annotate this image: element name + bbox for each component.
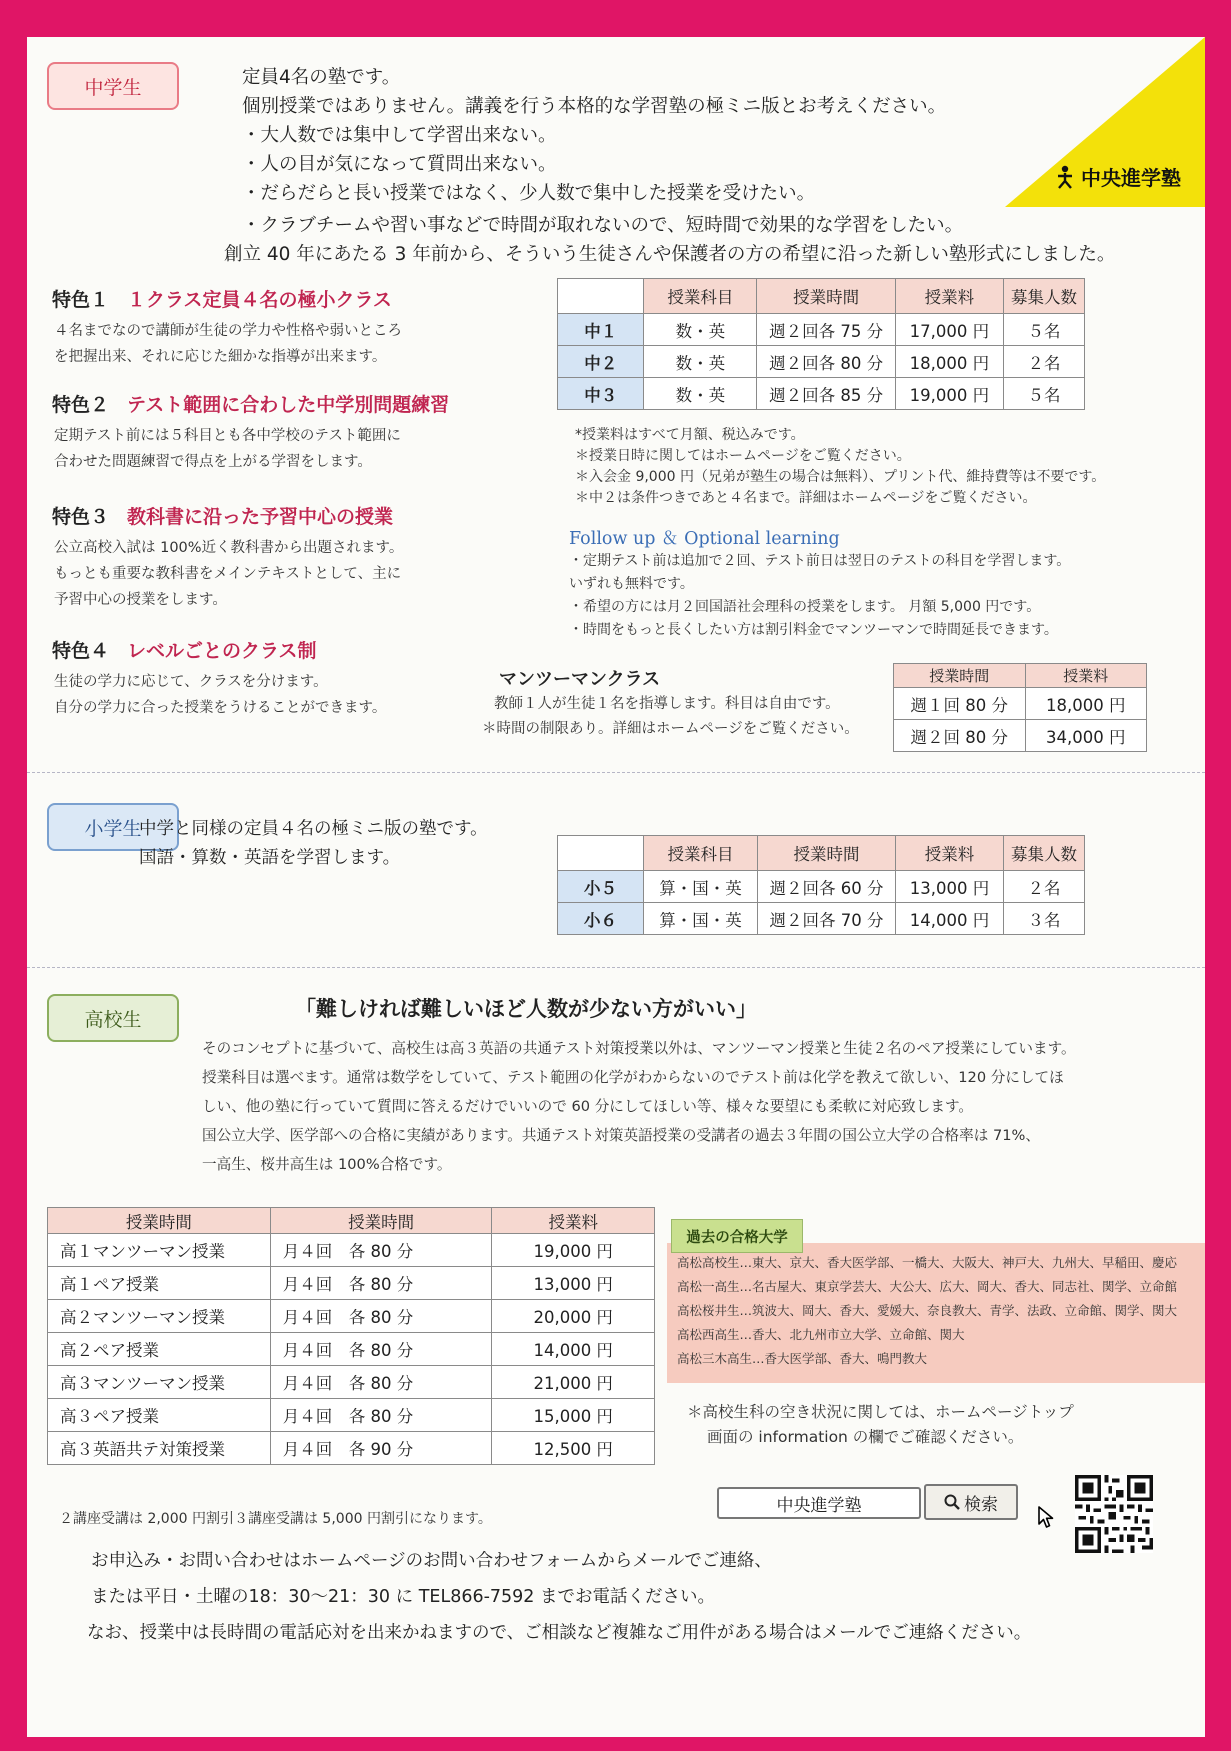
course-cell: 高２ペア授業 xyxy=(48,1333,271,1366)
flyer-page xyxy=(27,37,1205,1737)
fee-cell: 13,000 円 xyxy=(492,1267,655,1300)
col-header: 授業料 xyxy=(896,836,1004,871)
man-to-man-title: マンツーマンクラス xyxy=(499,669,661,690)
col-header: 募集人数 xyxy=(1004,836,1085,871)
table-row xyxy=(558,903,1085,935)
time-cell: 週２回各 75 分 xyxy=(757,314,895,346)
subject-cell: 数・英 xyxy=(644,378,757,410)
follow-up-title: Follow up ＆ Optional learning xyxy=(569,529,840,549)
es-fee-table xyxy=(557,835,1085,935)
past-university-line: 高松西高生…香大、北九州市立大学、立命館、関大 xyxy=(677,1327,965,1342)
col-header: 授業時間 xyxy=(48,1208,271,1234)
course-cell: 高３英語共テ対策授業 xyxy=(48,1432,271,1465)
course-cell: 高１ペア授業 xyxy=(48,1267,271,1300)
past-university-line: 高松一高生…名古屋大、東京学芸大、大公大、広大、岡大、香大、同志社、関学、立命館 xyxy=(677,1279,1178,1294)
qr-code-icon[interactable] xyxy=(1075,1475,1153,1553)
past-universities-list xyxy=(677,1251,1177,1371)
table-corner xyxy=(558,836,644,871)
section-label-high-school: 高校生 xyxy=(47,994,179,1042)
hs-body-line: 授業科目は選べます。通常は数学をしていて、テスト範囲の化学がわからないのでテスト前は化学を教えて欲しい、120 分にしてほ xyxy=(202,1069,1064,1086)
hs-discount-note: ２講座受講は 2,000 円割引３講座受講は 5,000 円割引になります。 xyxy=(59,1511,492,1527)
fee-cell: 13,000 円 xyxy=(896,871,1004,903)
feature-title: レベルごとのクラス制 xyxy=(127,640,317,662)
grade-cell: 小６ xyxy=(558,903,644,935)
time-cell: 月４回 各 80 分 xyxy=(270,1366,492,1399)
section-divider xyxy=(27,772,1205,773)
brand-name: 中央進学塾 xyxy=(1081,166,1181,190)
fee-cell: 19,000 円 xyxy=(895,378,1003,410)
table-row xyxy=(48,1333,655,1366)
follow-up-body xyxy=(569,550,1070,642)
table-row xyxy=(48,1267,655,1300)
table-row xyxy=(558,314,1085,346)
jhs-fee-table xyxy=(557,278,1085,410)
feature-number: 特色３ xyxy=(52,506,110,528)
follow-up-line: ・定期テスト前は追加で２回、テスト前日は翌日のテストの科目を学習します。 xyxy=(569,553,1071,569)
fee-cell: 21,000 円 xyxy=(492,1366,655,1399)
col-header: 授業時間 xyxy=(894,664,1026,688)
table-row xyxy=(894,720,1147,752)
table-row xyxy=(48,1399,655,1432)
feature-number: 特色２ xyxy=(52,394,110,416)
col-header: 授業科目 xyxy=(644,836,758,871)
fee-cell: 12,500 円 xyxy=(492,1432,655,1465)
search-icon xyxy=(944,1494,960,1510)
feature-title: １クラス定員４名の極小クラス xyxy=(127,289,392,311)
col-header: 募集人数 xyxy=(1003,279,1084,314)
contact-line: なお、授業中は長時間の電話応対を出来かねますので、ご相談など複雑なご用件がある場合はメールでご連絡ください。 xyxy=(87,1623,1032,1643)
table-row xyxy=(48,1234,655,1267)
capacity-cell: ３名 xyxy=(1004,903,1085,935)
subject-cell: 算・国・英 xyxy=(644,903,758,935)
hs-body xyxy=(202,1034,1076,1179)
intro-founded: 創立 40 年にあたる 3 年前から、そういう生徒さんや保護者の方の希望に沿った新しい塾形式にしました。 xyxy=(224,244,1116,265)
fee-cell: 15,000 円 xyxy=(492,1399,655,1432)
es-desc-line: 中学と同様の定員４名の極ミニ版の塾です。 xyxy=(139,819,488,839)
past-university-line: 高松桜井生…筑波大、岡大、香大、愛媛大、奈良教大、青学、法政、立命館、関学、関大 xyxy=(677,1303,1178,1318)
time-cell: 月４回 各 90 分 xyxy=(270,1432,492,1465)
time-cell: 週２回 80 分 xyxy=(894,720,1026,752)
time-cell: 月４回 各 80 分 xyxy=(270,1267,492,1300)
search-button-label: 検索 xyxy=(964,1494,998,1515)
feature-title: 教科書に沿った予習中心の授業 xyxy=(127,506,394,528)
table-row xyxy=(558,346,1085,378)
search-input[interactable] xyxy=(717,1487,921,1519)
availability-line: 画面の information の欄でご確認ください。 xyxy=(707,1428,1024,1446)
capacity-cell: ２名 xyxy=(1004,871,1085,903)
fee-cell: 20,000 円 xyxy=(492,1300,655,1333)
feature-line: 公立高校入試は 100%近く教科書から出題されます。 xyxy=(54,540,404,556)
grade-cell: 中２ xyxy=(558,346,644,378)
past-university-line: 高松三木高生…香大医学部、香大、鳴門教大 xyxy=(677,1351,928,1366)
cursor-icon xyxy=(1037,1505,1055,1529)
course-cell: 高２マンツーマン授業 xyxy=(48,1300,271,1333)
feature-3 xyxy=(52,502,403,613)
table-row xyxy=(48,1300,655,1333)
hs-body-line: そのコンセプトに基づいて、高校生は高３英語の共通テスト対策授業以外は、マンツーマン授業と生徒２名のペア授業にしています。 xyxy=(202,1040,1076,1057)
time-cell: 週１回 80 分 xyxy=(894,688,1026,720)
jhs-notes xyxy=(575,425,1105,509)
feature-line: もっとも重要な教科書をメインテキストとして、主に xyxy=(54,566,402,582)
table-row xyxy=(558,378,1085,410)
intro-line: ・大人数では集中して学習出来ない。 xyxy=(242,125,557,146)
hs-body-line: 一高生、桜井高生は 100%合格です。 xyxy=(202,1156,452,1173)
time-cell: 月４回 各 80 分 xyxy=(270,1333,492,1366)
fee-cell: 14,000 円 xyxy=(896,903,1004,935)
time-cell: 週２回各 85 分 xyxy=(757,378,895,410)
hs-body-line: しい、他の塾に行っていて質問に答えるだけでいいので 60 分にしてほしい等、様々な要望にも柔軟に対応致します。 xyxy=(202,1098,973,1115)
course-cell: 高１マンツーマン授業 xyxy=(48,1234,271,1267)
feature-line: 自分の学力に合った授業をうけることができます。 xyxy=(54,700,387,716)
course-cell: 高３マンツーマン授業 xyxy=(48,1366,271,1399)
availability-line: ＊高校生科の空き状況に関しては、ホームページトップ xyxy=(687,1403,1074,1421)
man-to-man-desc xyxy=(482,692,859,742)
hs-availability-note xyxy=(687,1400,1074,1450)
fee-cell: 19,000 円 xyxy=(492,1234,655,1267)
col-header: 授業料 xyxy=(895,279,1003,314)
hs-headline: 「難しければ難しいほど人数が少ない方がいい」 xyxy=(295,997,757,1021)
feature-number: 特色４ xyxy=(52,640,110,662)
intro-line: ・人の目が気になって質問出来ない。 xyxy=(242,154,557,175)
section-divider xyxy=(27,967,1205,968)
col-header: 授業料 xyxy=(492,1208,655,1234)
intro-line: ・だらだらと長い授業ではなく、少人数で集中した授業を受けたい。 xyxy=(242,183,816,204)
time-cell: 週２回各 80 分 xyxy=(757,346,895,378)
table-row xyxy=(48,1366,655,1399)
col-header: 授業料 xyxy=(1025,664,1146,688)
man-to-man-line: 教師１人が生徒１名を指導します。科目は自由です。 xyxy=(494,696,840,712)
feature-number: 特色１ xyxy=(52,289,110,311)
follow-up-line: ・時間をもっと長くしたい方は割引料金でマンツーマンで時間延長できます。 xyxy=(569,622,1058,638)
feature-line: を把握出来、それに応じた細かな指導が出来ます。 xyxy=(54,349,387,365)
col-header: 授業時間 xyxy=(270,1208,492,1234)
capacity-cell: ５名 xyxy=(1003,378,1084,410)
past-university-line: 高松高校生…東大、京大、香大医学部、一橋大、大阪大、神戸大、九州大、早稲田、慶応 xyxy=(677,1255,1178,1270)
fee-cell: 18,000 円 xyxy=(895,346,1003,378)
section-label-elementary: 小学生 xyxy=(47,803,179,851)
note-line: ＊中２は条件つきであと４名まで。詳細はホームページをご覧ください。 xyxy=(575,490,1037,506)
capacity-cell: ２名 xyxy=(1003,346,1084,378)
section-label-junior-high: 中学生 xyxy=(47,62,179,110)
man-to-man-table xyxy=(893,663,1147,752)
grade-cell: 中１ xyxy=(558,314,644,346)
feature-line: ４名までなので講師が生徒の学力や性格や弱いところ xyxy=(54,323,402,339)
table-corner xyxy=(558,279,644,314)
contact-line: お申込み・お問い合わせはホームページのお問い合わせフォームからメールでご連絡、 xyxy=(91,1551,772,1571)
search-button[interactable] xyxy=(924,1484,1018,1520)
fee-cell: 34,000 円 xyxy=(1025,720,1146,752)
past-universities-tag: 過去の合格大学 xyxy=(671,1219,803,1253)
follow-up-line: いずれも無料です。 xyxy=(569,576,694,592)
subject-cell: 数・英 xyxy=(644,346,757,378)
table-row xyxy=(558,871,1085,903)
jhs-intro xyxy=(224,63,1116,269)
subject-cell: 算・国・英 xyxy=(644,871,758,903)
table-row xyxy=(48,1432,655,1465)
time-cell: 週２回各 60 分 xyxy=(757,871,895,903)
es-desc xyxy=(139,815,488,873)
grade-cell: 中３ xyxy=(558,378,644,410)
note-line: ＊授業日時に関してはホームページをご覧ください。 xyxy=(575,448,911,464)
search-query: 中央進学塾 xyxy=(776,1495,862,1516)
feature-2 xyxy=(52,390,449,475)
follow-up-line: ・希望の方には月２回国語社会理科の授業をします。 月額 5,000 円です。 xyxy=(569,599,1041,615)
table-row xyxy=(894,688,1147,720)
contact-line: または平日・土曜の18：30～21：30 に TEL866-7592 までお電話ください。 xyxy=(91,1587,716,1607)
col-header: 授業科目 xyxy=(644,279,757,314)
feature-line: 予習中心の授業をします。 xyxy=(54,592,227,608)
fee-cell: 18,000 円 xyxy=(1025,688,1146,720)
es-desc-line: 国語・算数・英語を学習します。 xyxy=(139,848,401,868)
col-header: 授業時間 xyxy=(757,279,895,314)
note-line: *授業料はすべて月額、税込みです。 xyxy=(575,427,805,443)
capacity-cell: ５名 xyxy=(1003,314,1084,346)
contact-info xyxy=(87,1543,1031,1651)
col-header: 授業時間 xyxy=(757,836,895,871)
hs-fee-table xyxy=(47,1207,655,1465)
intro-line: 個別授業ではありません。講義を行う本格的な学習塾の極ミニ版とお考えください。 xyxy=(242,96,947,117)
feature-line: 生徒の学力に応じて、クラスを分けます。 xyxy=(54,674,328,690)
feature-line: 定期テスト前には５科目とも各中学校のテスト範囲に xyxy=(54,428,401,444)
grade-cell: 小５ xyxy=(558,871,644,903)
feature-1 xyxy=(52,285,402,370)
course-cell: 高３ペア授業 xyxy=(48,1399,271,1432)
time-cell: 月４回 各 80 分 xyxy=(270,1399,492,1432)
man-to-man-line: ＊時間の制限あり。詳細はホームページをご覧ください。 xyxy=(482,721,859,737)
intro-line: 定員4名の塾です。 xyxy=(242,67,401,88)
fee-cell: 14,000 円 xyxy=(492,1333,655,1366)
subject-cell: 数・英 xyxy=(644,314,757,346)
feature-line: 合わせた問題練習で得点を上がる学習をします。 xyxy=(54,454,372,470)
time-cell: 週２回各 70 分 xyxy=(757,903,895,935)
feature-4 xyxy=(52,636,386,721)
note-line: ＊入会金 9,000 円（兄弟が塾生の場合は無料）、プリント代、維持費等は不要です。 xyxy=(575,469,1106,485)
intro-line: ・クラブチームや習い事などで時間が取れないので、短時間で効果的な学習をしたい。 xyxy=(242,215,964,236)
fee-cell: 17,000 円 xyxy=(895,314,1003,346)
feature-title: テスト範囲に合わした中学別問題練習 xyxy=(127,394,450,416)
hs-body-line: 国公立大学、医学部への合格に実績があります。共通テスト対策英語授業の受講者の過去３年間の国公立大学の合格率は 71%、 xyxy=(202,1127,1040,1144)
time-cell: 月４回 各 80 分 xyxy=(270,1300,492,1333)
time-cell: 月４回 各 80 分 xyxy=(270,1234,492,1267)
